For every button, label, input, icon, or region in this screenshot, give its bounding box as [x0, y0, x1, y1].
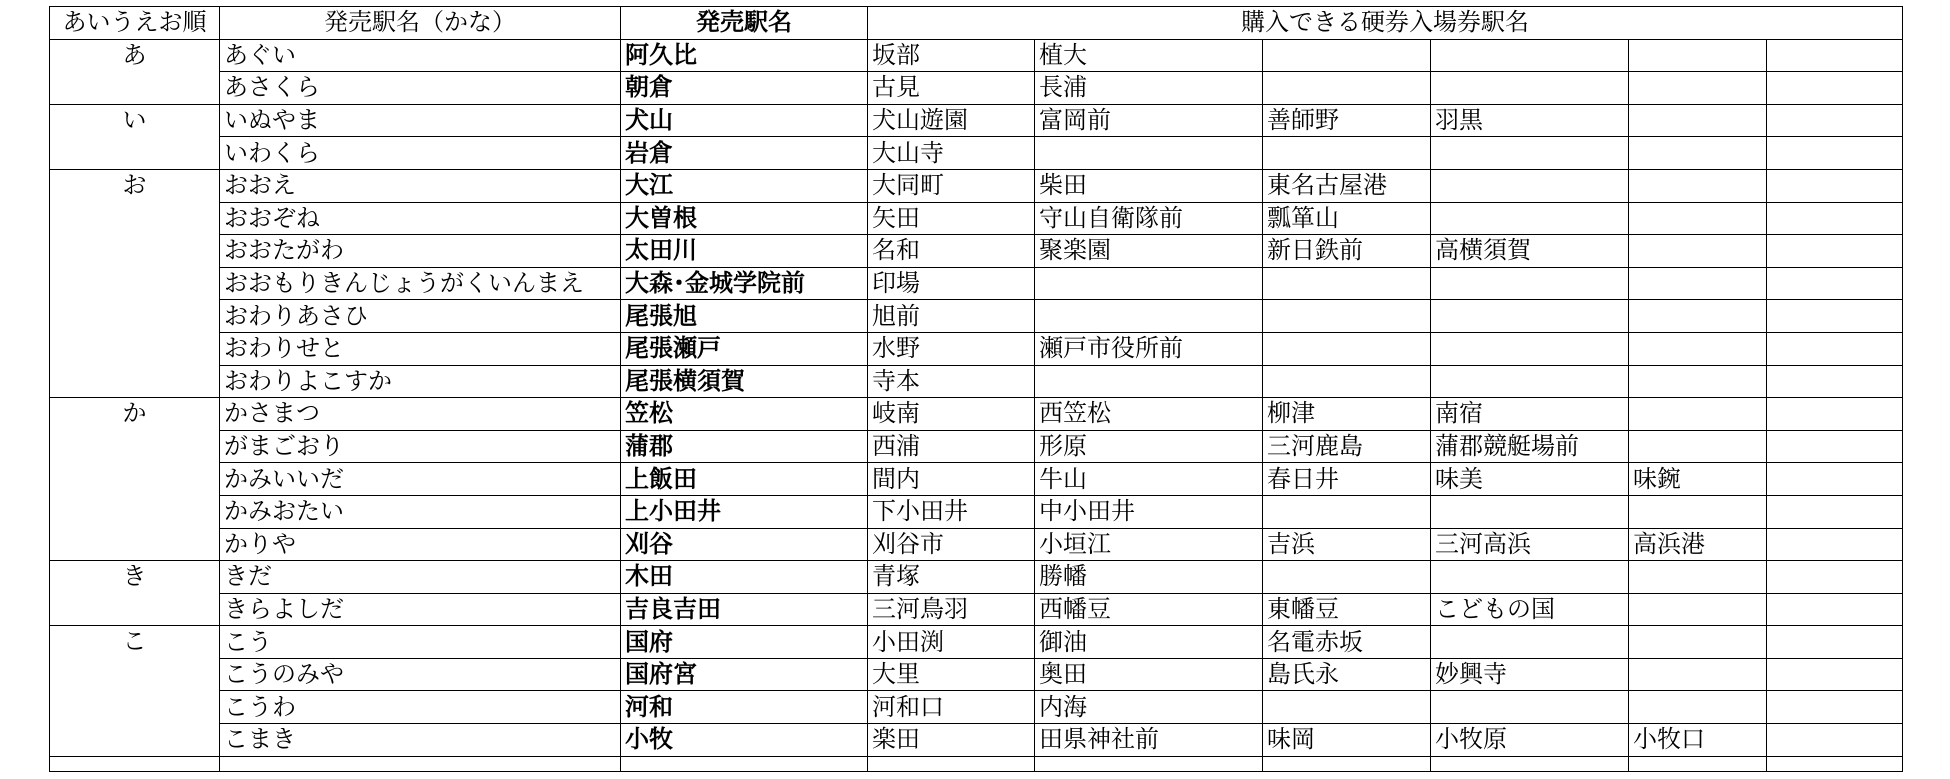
ticket-station-cell: 妙興寺 [1431, 658, 1629, 691]
station-name: 蒲郡 [621, 430, 868, 463]
station-kana: かみおたい [220, 495, 621, 528]
group-initial: お [50, 169, 220, 397]
ticket-station-cell [1767, 137, 1903, 170]
station-name: 木田 [621, 561, 868, 594]
ticket-station-cell [1431, 267, 1629, 300]
ticket-station-cell [1767, 104, 1903, 137]
ticket-station-cell [1431, 626, 1629, 659]
ticket-station-cell: 間内 [868, 463, 1035, 496]
data-table [49, 6, 1903, 772]
table-row [50, 724, 1903, 757]
ticket-station-cell: 河和口 [868, 691, 1035, 724]
table-row [50, 658, 1903, 691]
ticket-station-cell [1431, 300, 1629, 333]
group-initial: こ [50, 626, 220, 756]
ticket-station-cell: 古見 [868, 72, 1035, 105]
ticket-station-cell: 寺本 [868, 365, 1035, 398]
station-name: 上小田井 [621, 495, 868, 528]
ticket-station-cell [1431, 39, 1629, 72]
station-name: 国府 [621, 626, 868, 659]
table-row [50, 235, 1903, 268]
ticket-station-cell: 味美 [1431, 463, 1629, 496]
table-row [50, 495, 1903, 528]
station-kana: おおえ [220, 169, 621, 202]
ticket-station-cell: 牛山 [1035, 463, 1263, 496]
ticket-station-cell [1431, 365, 1629, 398]
ticket-station-cell [1767, 724, 1903, 757]
ticket-station-cell: 西幡豆 [1035, 593, 1263, 626]
ticket-station-cell [1263, 300, 1431, 333]
table-row [50, 626, 1903, 659]
station-kana: かみいいだ [220, 463, 621, 496]
station-kana: おわりよこすか [220, 365, 621, 398]
ticket-station-cell [1767, 300, 1903, 333]
ticket-station-cell: 下小田井 [868, 495, 1035, 528]
ticket-station-cell [1263, 39, 1431, 72]
ticket-station-cell: 矢田 [868, 202, 1035, 235]
station-name: 大森･金城学院前 [621, 267, 868, 300]
ticket-station-cell [1263, 691, 1431, 724]
ticket-station-cell [1431, 332, 1629, 365]
ticket-station-cell [1431, 561, 1629, 594]
cutoff-cell [621, 756, 868, 771]
ticket-station-cell: 柳津 [1263, 398, 1431, 431]
ticket-station-cell [1767, 561, 1903, 594]
table-row [50, 267, 1903, 300]
header-tickets: 購入できる硬券入場券駅名 [868, 7, 1903, 40]
ticket-station-cell [1767, 39, 1903, 72]
ticket-station-cell: 奥田 [1035, 658, 1263, 691]
table-row [50, 39, 1903, 72]
ticket-station-cell: 柴田 [1035, 169, 1263, 202]
station-kana: あさくら [220, 72, 621, 105]
table-row [50, 72, 1903, 105]
ticket-station-cell: 吉浜 [1263, 528, 1431, 561]
ticket-station-cell [1035, 137, 1263, 170]
ticket-station-cell: 小牧口 [1629, 724, 1767, 757]
ticket-station-cell [1629, 658, 1767, 691]
station-name: 河和 [621, 691, 868, 724]
ticket-station-cell: 新日鉄前 [1263, 235, 1431, 268]
ticket-station-cell [1629, 561, 1767, 594]
cutoff-cell [1035, 756, 1263, 771]
table-row [50, 593, 1903, 626]
station-kana: いぬやま [220, 104, 621, 137]
station-name: 国府宮 [621, 658, 868, 691]
table-row [50, 691, 1903, 724]
ticket-station-cell [1263, 495, 1431, 528]
table-row [50, 202, 1903, 235]
ticket-station-cell: 高浜港 [1629, 528, 1767, 561]
table-row [50, 398, 1903, 431]
ticket-station-cell [1767, 169, 1903, 202]
ticket-station-cell [1767, 365, 1903, 398]
ticket-station-cell: 善師野 [1263, 104, 1431, 137]
header-kana: 発売駅名（かな） [220, 7, 621, 40]
ticket-station-cell [1629, 495, 1767, 528]
ticket-station-cell [1035, 365, 1263, 398]
group-initial: き [50, 561, 220, 626]
ticket-station-cell: 内海 [1035, 691, 1263, 724]
ticket-station-cell: 小牧原 [1431, 724, 1629, 757]
ticket-station-cell [1431, 202, 1629, 235]
ticket-station-cell: 田県神社前 [1035, 724, 1263, 757]
ticket-station-cell [1767, 235, 1903, 268]
ticket-station-cell: 羽黒 [1431, 104, 1629, 137]
table-row [50, 332, 1903, 365]
station-name: 吉良吉田 [621, 593, 868, 626]
ticket-station-cell: 聚楽園 [1035, 235, 1263, 268]
ticket-station-cell [1431, 169, 1629, 202]
ticket-station-cell: 瓢箪山 [1263, 202, 1431, 235]
ticket-station-cell: 高横須賀 [1431, 235, 1629, 268]
cutoff-cell [1767, 756, 1903, 771]
ticket-station-cell [1767, 626, 1903, 659]
header-order: あいうえお順 [50, 7, 220, 40]
station-kana: おわりあさひ [220, 300, 621, 333]
ticket-station-cell [1629, 300, 1767, 333]
station-name: 尾張旭 [621, 300, 868, 333]
table-row [50, 300, 1903, 333]
station-kana: いわくら [220, 137, 621, 170]
ticket-station-cell: 中小田井 [1035, 495, 1263, 528]
station-kana: がまごおり [220, 430, 621, 463]
station-name: 尾張瀬戸 [621, 332, 868, 365]
table-row [50, 430, 1903, 463]
ticket-station-cell: 三河高浜 [1431, 528, 1629, 561]
station-name: 笠松 [621, 398, 868, 431]
ticket-station-cell: 小田渕 [868, 626, 1035, 659]
group-initial: か [50, 398, 220, 561]
ticket-station-cell [1767, 528, 1903, 561]
ticket-station-cell: 岐南 [868, 398, 1035, 431]
station-name: 大江 [621, 169, 868, 202]
station-ticket-table [49, 6, 1903, 772]
ticket-station-cell [1629, 398, 1767, 431]
ticket-station-cell [1629, 267, 1767, 300]
ticket-station-cell [1629, 72, 1767, 105]
ticket-station-cell [1629, 626, 1767, 659]
ticket-station-cell [1629, 104, 1767, 137]
station-kana: おおたがわ [220, 235, 621, 268]
ticket-station-cell: 刈谷市 [868, 528, 1035, 561]
ticket-station-cell [1629, 202, 1767, 235]
ticket-station-cell: 三河鳥羽 [868, 593, 1035, 626]
ticket-station-cell [1629, 430, 1767, 463]
ticket-station-cell: 名電赤坂 [1263, 626, 1431, 659]
station-name: 小牧 [621, 724, 868, 757]
station-kana: こうわ [220, 691, 621, 724]
station-name: 大曽根 [621, 202, 868, 235]
cutoff-cell [50, 756, 220, 771]
ticket-station-cell: 南宿 [1431, 398, 1629, 431]
station-kana: おおもりきんじょうがくいんまえ [220, 267, 621, 300]
ticket-station-cell: 青塚 [868, 561, 1035, 594]
ticket-station-cell [1767, 593, 1903, 626]
ticket-station-cell [1629, 332, 1767, 365]
ticket-station-cell: 小垣江 [1035, 528, 1263, 561]
station-kana: あぐい [220, 39, 621, 72]
ticket-station-cell: 長浦 [1035, 72, 1263, 105]
station-kana: おわりせと [220, 332, 621, 365]
ticket-station-cell: 三河鹿島 [1263, 430, 1431, 463]
ticket-station-cell: 東名古屋港 [1263, 169, 1431, 202]
ticket-station-cell [1767, 332, 1903, 365]
ticket-station-cell [1629, 137, 1767, 170]
ticket-station-cell [1263, 365, 1431, 398]
header-station: 発売駅名 [621, 7, 868, 40]
ticket-station-cell: 瀬戸市役所前 [1035, 332, 1263, 365]
station-kana: きらよしだ [220, 593, 621, 626]
ticket-station-cell [1263, 332, 1431, 365]
ticket-station-cell: 勝幡 [1035, 561, 1263, 594]
ticket-station-cell [1767, 202, 1903, 235]
ticket-station-cell: 西浦 [868, 430, 1035, 463]
ticket-station-cell [1767, 398, 1903, 431]
ticket-station-cell [1263, 267, 1431, 300]
station-name: 刈谷 [621, 528, 868, 561]
station-kana: こう [220, 626, 621, 659]
group-initial: い [50, 104, 220, 169]
ticket-station-cell [1629, 39, 1767, 72]
table-row [50, 137, 1903, 170]
ticket-station-cell: 印場 [868, 267, 1035, 300]
ticket-station-cell [1767, 691, 1903, 724]
ticket-station-cell [1035, 300, 1263, 333]
ticket-station-cell [1767, 430, 1903, 463]
ticket-station-cell: 名和 [868, 235, 1035, 268]
ticket-station-cell: 水野 [868, 332, 1035, 365]
ticket-station-cell: 楽田 [868, 724, 1035, 757]
ticket-station-cell [1263, 561, 1431, 594]
ticket-station-cell [1767, 72, 1903, 105]
ticket-station-cell [1629, 593, 1767, 626]
station-name: 尾張横須賀 [621, 365, 868, 398]
ticket-station-cell: 守山自衛隊前 [1035, 202, 1263, 235]
station-name: 岩倉 [621, 137, 868, 170]
cutoff-cell [868, 756, 1035, 771]
ticket-station-cell [1767, 658, 1903, 691]
ticket-station-cell: 旭前 [868, 300, 1035, 333]
station-kana: こまき [220, 724, 621, 757]
ticket-station-cell: 形原 [1035, 430, 1263, 463]
ticket-station-cell: 植大 [1035, 39, 1263, 72]
station-kana: おおぞね [220, 202, 621, 235]
station-name: 阿久比 [621, 39, 868, 72]
ticket-station-cell [1035, 267, 1263, 300]
table-row [50, 561, 1903, 594]
ticket-station-cell: 東幡豆 [1263, 593, 1431, 626]
ticket-station-cell [1767, 463, 1903, 496]
cutoff-cell [220, 756, 621, 771]
ticket-station-cell [1629, 169, 1767, 202]
station-name: 犬山 [621, 104, 868, 137]
ticket-station-cell [1767, 267, 1903, 300]
ticket-station-cell: 大山寺 [868, 137, 1035, 170]
station-kana: こうのみや [220, 658, 621, 691]
ticket-station-cell: 味鋺 [1629, 463, 1767, 496]
ticket-station-cell: 大里 [868, 658, 1035, 691]
ticket-station-cell: 富岡前 [1035, 104, 1263, 137]
cutoff-cell [1263, 756, 1431, 771]
station-name: 朝倉 [621, 72, 868, 105]
ticket-station-cell: 御油 [1035, 626, 1263, 659]
cutoff-cell [1629, 756, 1767, 771]
station-kana: きだ [220, 561, 621, 594]
ticket-station-cell: 味岡 [1263, 724, 1431, 757]
ticket-station-cell [1431, 691, 1629, 724]
table-row [50, 528, 1903, 561]
station-kana: かりや [220, 528, 621, 561]
ticket-station-cell [1431, 495, 1629, 528]
station-name: 上飯田 [621, 463, 868, 496]
station-name: 太田川 [621, 235, 868, 268]
ticket-station-cell: 蒲郡競艇場前 [1431, 430, 1629, 463]
ticket-station-cell [1629, 365, 1767, 398]
ticket-station-cell: こどもの国 [1431, 593, 1629, 626]
table-row [50, 365, 1903, 398]
ticket-station-cell: 春日井 [1263, 463, 1431, 496]
ticket-station-cell [1431, 137, 1629, 170]
cutoff-row [50, 756, 1903, 771]
ticket-station-cell: 西笠松 [1035, 398, 1263, 431]
ticket-station-cell: 坂部 [868, 39, 1035, 72]
table-row [50, 463, 1903, 496]
cutoff-cell [1431, 756, 1629, 771]
ticket-station-cell: 大同町 [868, 169, 1035, 202]
ticket-station-cell: 犬山遊園 [868, 104, 1035, 137]
station-kana: かさまつ [220, 398, 621, 431]
ticket-station-cell [1431, 72, 1629, 105]
group-initial: あ [50, 39, 220, 104]
ticket-station-cell [1767, 495, 1903, 528]
ticket-station-cell [1263, 137, 1431, 170]
ticket-station-cell [1263, 72, 1431, 105]
ticket-station-cell: 島氏永 [1263, 658, 1431, 691]
ticket-station-cell [1629, 691, 1767, 724]
ticket-station-cell [1629, 235, 1767, 268]
table-row [50, 169, 1903, 202]
header-row [50, 7, 1903, 40]
table-row [50, 104, 1903, 137]
